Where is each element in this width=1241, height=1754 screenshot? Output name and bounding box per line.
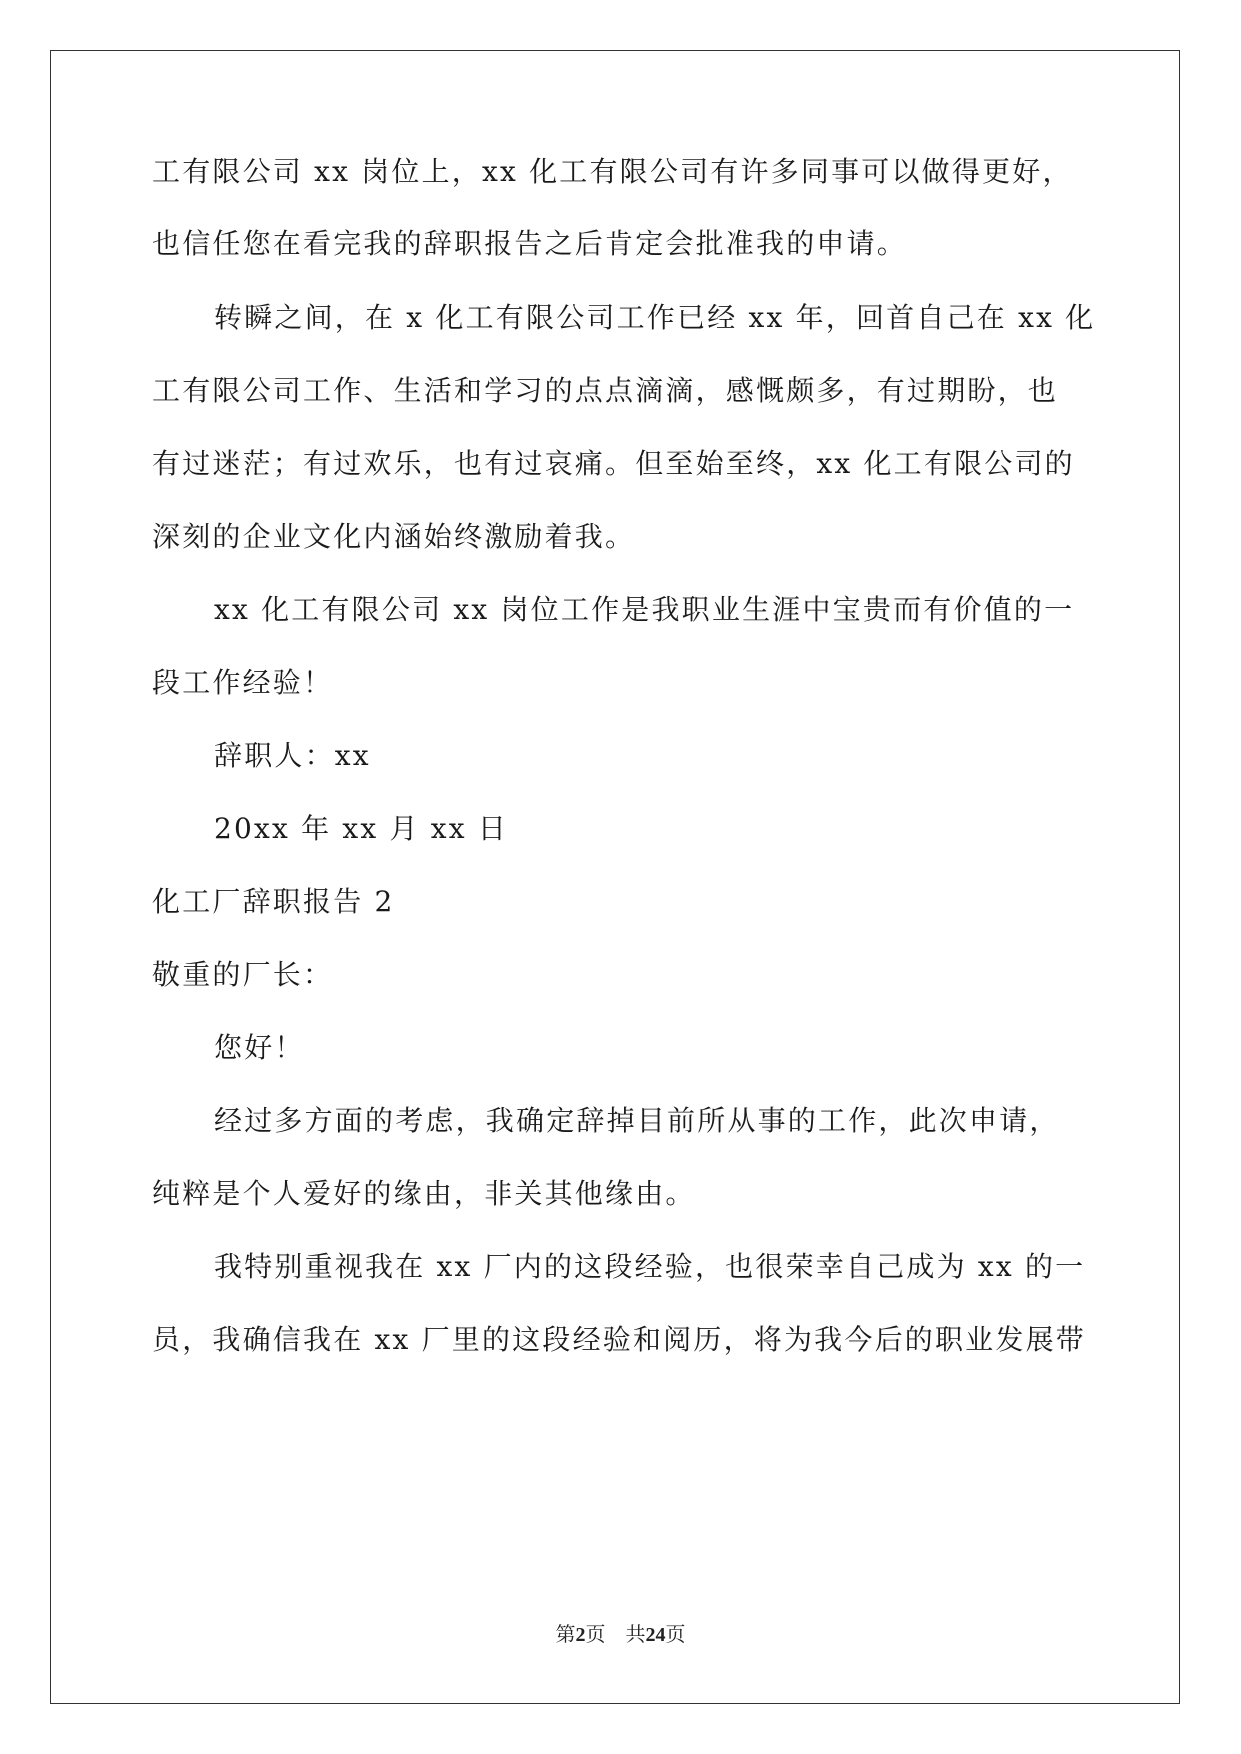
body-line: 员，我确信我在 xx 厂里的这段经验和阅历，将为我今后的职业发展带	[152, 1323, 1086, 1356]
total-page-number: 24	[645, 1624, 666, 1646]
paragraph-start-line: 经过多方面的考虑，我确定辞掉目前所从事的工作，此次申请，	[214, 1104, 1060, 1137]
paragraph-start-line: 我特别重视我在 xx 厂内的这段经验，也很荣幸自己成为 xx 的一	[214, 1250, 1086, 1283]
body-line: 工有限公司工作、生活和学习的点点滴滴，感慨颇多，有过期盼，也	[152, 374, 1059, 407]
body-line: 纯粹是个人爱好的缘由，非关其他缘由。	[152, 1177, 696, 1210]
footer-total-prefix: 共	[625, 1624, 646, 1646]
date-line: 20xx 年 xx 月 xx 日	[214, 812, 509, 845]
footer-prefix: 第	[555, 1624, 576, 1646]
body-line: 段工作经验！	[152, 666, 334, 699]
page-footer	[0, 1618, 1241, 1647]
body-line: 工有限公司 xx 岗位上，xx 化工有限公司有许多同事可以做得更好，	[152, 155, 1073, 188]
body-line: 深刻的企业文化内涵始终激励着我。	[152, 520, 636, 553]
greeting: 您好！	[214, 1031, 305, 1064]
section-title: 化工厂辞职报告 2	[152, 885, 395, 918]
footer-total-suffix: 页	[665, 1624, 686, 1646]
current-page-number: 2	[575, 1624, 586, 1646]
footer-page-suffix: 页	[585, 1624, 606, 1646]
salutation: 敬重的厂长：	[152, 958, 334, 991]
signature-line: 辞职人：xx	[214, 739, 371, 772]
paragraph-start-line: 转瞬之间，在 x 化工有限公司工作已经 xx 年，回首自己在 xx 化	[214, 301, 1096, 334]
paragraph-start-line: xx 化工有限公司 xx 岗位工作是我职业生涯中宝贵而有价值的一	[214, 593, 1075, 626]
body-line: 也信任您在看完我的辞职报告之后肯定会批准我的申请。	[152, 227, 908, 260]
body-line: 有过迷茫；有过欢乐，也有过哀痛。但至始至终，xx 化工有限公司的	[152, 447, 1075, 480]
